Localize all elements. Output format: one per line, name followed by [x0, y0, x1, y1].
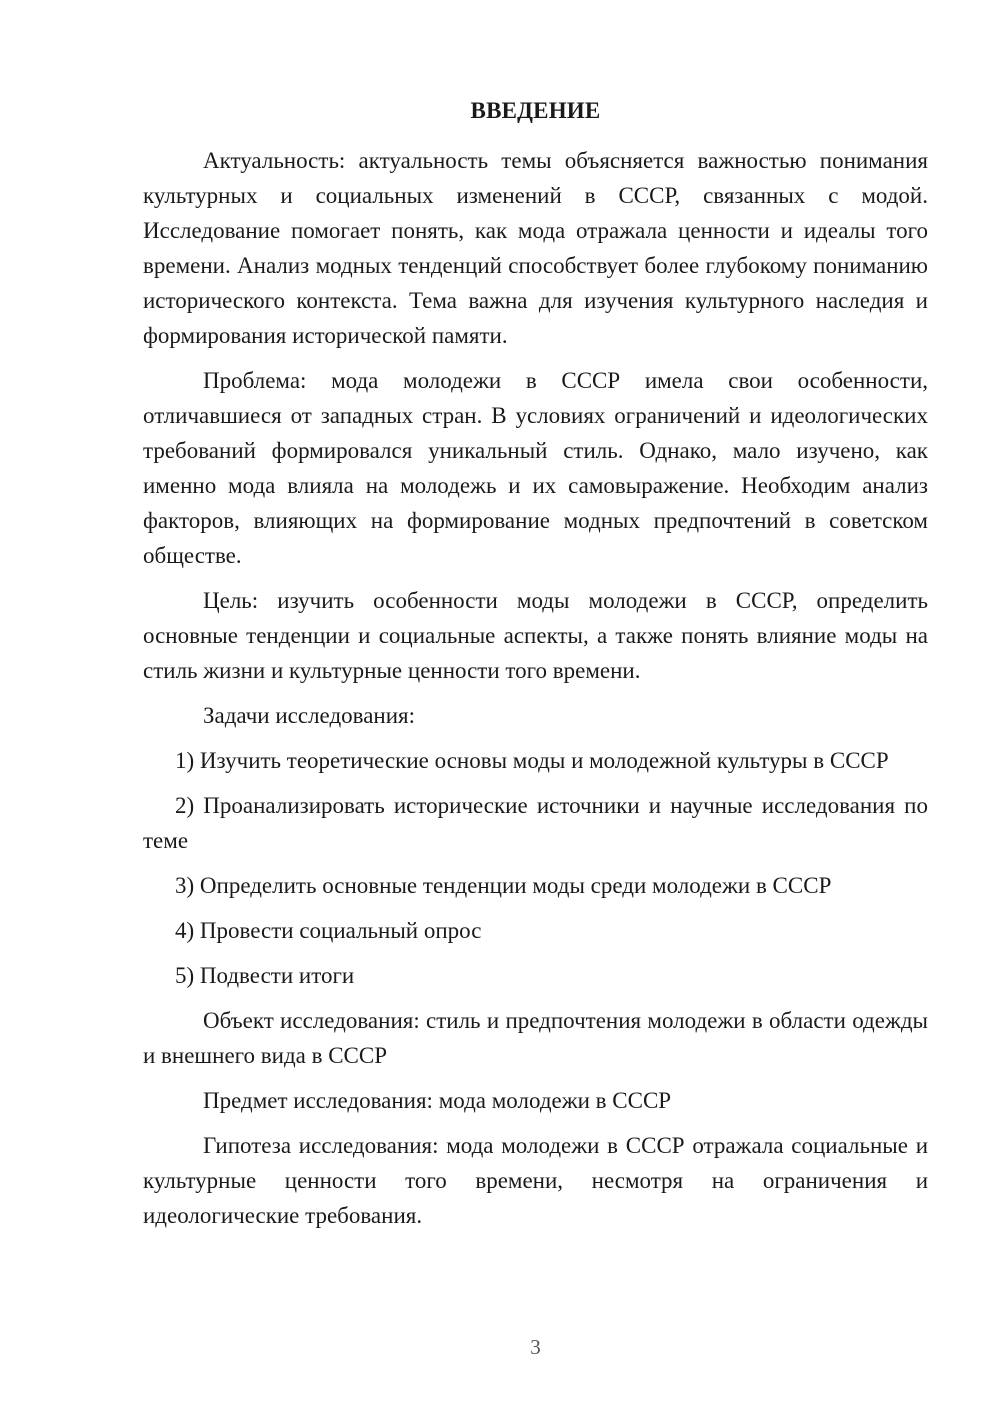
object-paragraph: Объект исследования: стиль и предпочтения молодежи в области одежды и внешнего вида в СССР	[143, 1008, 928, 1068]
problem-paragraph: Проблема: мода молодежи в СССР имела свои особенности, отличавшиеся от западных стран. В условиях ограничений и идеологических требований формировался уникальный стиль. Однако, мало изучено, как именно мода влияла на молодежь и их самовыражение. Необходим анализ факторов, влияющих на формирование модных предпочтений в советском обществе.	[143, 368, 928, 568]
hypothesis-paragraph: Гипотеза исследования: мода молодежи в СССР отражала социальные и культурные ценности того времени, несмотря на ограничения и идеологические требования.	[143, 1133, 928, 1228]
relevance-paragraph: Актуальность: актуальность темы объясняется важностью понимания культурных и социальных изменений в СССР, связанных с модой. Исследование помогает понять, как мода отражала ценности и идеалы того времени. Анализ модных тенденций способствует более глубокому пониманию исторического контекста. Тема важна для изучения культурного наследия и формирования исторической памяти.	[143, 148, 928, 348]
document-page	[143, 0, 928, 1414]
goal-paragraph: Цель: изучить особенности моды молодежи в СССР, определить основные тенденции и социальные аспекты, а также понять влияние моды на стиль жизни и культурные ценности того времени.	[143, 588, 928, 683]
task-item: 5) Подвести итоги	[175, 963, 355, 988]
task-item: 3) Определить основные тенденции моды среди молодежи в СССР	[175, 873, 832, 898]
task-item: 2) Проанализировать исторические источники и научные исследования по теме	[143, 793, 928, 853]
task-item: 4) Провести социальный опрос	[175, 918, 482, 943]
task-item: 1) Изучить теоретические основы моды и молодежной культуры в СССР	[175, 748, 889, 773]
page-number: 3	[530, 1335, 541, 1359]
tasks-heading: Задачи исследования:	[203, 703, 416, 728]
page-title: ВВЕДЕНИЕ	[470, 98, 601, 123]
subject-paragraph: Предмет исследования: мода молодежи в СССР	[203, 1088, 672, 1113]
document-body	[143, 143, 928, 1233]
